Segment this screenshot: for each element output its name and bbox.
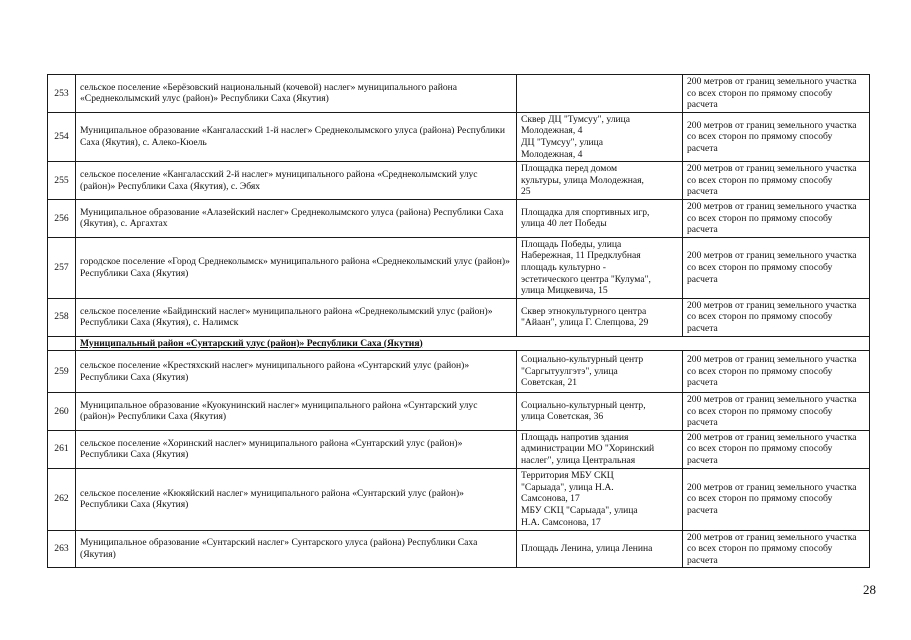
row-number: 255 xyxy=(48,162,76,200)
boundary-zone: 200 метров от границ земельного участка со всех сторон по прямому способу расчета xyxy=(683,162,870,200)
location-cell xyxy=(517,530,683,568)
location-line: 25 xyxy=(521,186,531,198)
settlement-name: сельское поселение «Кангаласский 2-й наслег» муниципального района «Среднеколымский улус (район)» Республики Саха (Якутия), с. Эбях xyxy=(76,162,517,200)
location-cell xyxy=(517,298,683,336)
section-title: Муниципальный район «Сунтарский улус (район)» Республики Саха (Якутия) xyxy=(76,336,870,351)
row-number: 253 xyxy=(48,75,76,113)
location-line: Площадь Победы, улица xyxy=(521,238,622,250)
location-line: Территория МБУ СКЦ xyxy=(521,470,614,482)
boundary-zone: 200 метров от границ земельного участка со всех сторон по прямому способу расчета xyxy=(683,75,870,113)
row-number: 258 xyxy=(48,298,76,336)
location-line: наслег", улица Центральная xyxy=(521,455,636,467)
location-cell xyxy=(517,468,683,530)
row-number: 261 xyxy=(48,430,76,468)
location-cell xyxy=(517,75,683,113)
location-cell xyxy=(517,237,683,298)
boundary-zone: 200 метров от границ земельного участка со всех сторон по прямому способу расчета xyxy=(683,430,870,468)
location-line: "Сарыада", улица Н.А. xyxy=(521,481,614,493)
location-line: площадь культурно - xyxy=(521,261,606,273)
location-line: МБУ СКЦ "Сарыада", улица xyxy=(521,504,638,516)
settlement-name: Муниципальное образование «Кангаласский 1-й наслег» Среднеколымского улуса (района) Республики Саха (Якутия), с. Алеко-Кюель xyxy=(76,112,517,161)
settlement-name: Муниципальное образование «Сунтарский наслег» Сунтарского улуса (района) Республики Саха (Якутия) xyxy=(76,530,517,568)
location-line: ДЦ "Тумсуу", улица xyxy=(521,136,604,148)
location-line: администрации МО "Хоринский xyxy=(521,443,655,455)
settlement-name: сельское поселение «Байдинский наслег» муниципального района «Среднеколымский улус (район)» Республики Саха (Якутия), с. Налимск xyxy=(76,298,517,336)
table-row xyxy=(48,162,870,200)
boundary-zone: 200 метров от границ земельного участка со всех сторон по прямому способу расчета xyxy=(683,199,870,237)
location-line: Площадка перед домом xyxy=(521,163,618,175)
boundary-zone: 200 метров от границ земельного участка со всех сторон по прямому способу расчета xyxy=(683,298,870,336)
settlement-name: сельское поселение «Кюкяйский наслег» муниципального района «Сунтарский улус (район)» Республики Саха (Якутия) xyxy=(76,468,517,530)
settlement-name: сельское поселение «Берёзовский национальный (кочевой) наслег» муниципального района «Среднеколымский улус (район)» Республики Саха (Якутия) xyxy=(76,75,517,113)
boundary-zone: 200 метров от границ земельного участка со всех сторон по прямому способу расчета xyxy=(683,351,870,393)
location-line: Сквер этнокультурного центра xyxy=(521,305,647,317)
row-number: 257 xyxy=(48,237,76,298)
table-row xyxy=(48,75,870,113)
boundary-zone: 200 метров от границ земельного участка со всех сторон по прямому способу расчета xyxy=(683,468,870,530)
table-body-top xyxy=(48,75,870,337)
location-line: Сквер ДЦ "Тумсуу", улица xyxy=(521,113,631,125)
section-header xyxy=(48,336,870,351)
location-line: Социально-культурный центр, xyxy=(521,399,646,411)
boundary-zone: 200 метров от границ земельного участка со всех сторон по прямому способу расчета xyxy=(683,393,870,431)
row-number: 263 xyxy=(48,530,76,568)
settlement-name: городское поселение «Город Среднеколымск» муниципального района «Среднеколымский улус (район)» Республики Саха (Якутия) xyxy=(76,237,517,298)
location-cell xyxy=(517,351,683,393)
location-cell xyxy=(517,162,683,200)
table-row xyxy=(48,351,870,393)
location-line: Социально-культурный центр xyxy=(521,354,644,366)
location-line: "Саргытуулгэтэ", улица xyxy=(521,365,618,377)
location-line: Набережная, 11 Предклубная xyxy=(521,250,641,262)
boundary-zone: 200 метров от границ земельного участка со всех сторон по прямому способу расчета xyxy=(683,237,870,298)
location-cell xyxy=(517,393,683,431)
page-number: 28 xyxy=(863,582,876,597)
location-cell xyxy=(517,112,683,161)
boundary-zone: 200 метров от границ земельного участка со всех сторон по прямому способу расчета xyxy=(683,112,870,161)
location-cell xyxy=(517,430,683,468)
table-row xyxy=(48,430,870,468)
table-row xyxy=(48,530,870,568)
settlement-name: Муниципальное образование «Куокунинский наслег» муниципального района «Сунтарский улус (район)» Республики Саха (Якутия) xyxy=(76,393,517,431)
table-row xyxy=(48,393,870,431)
location-line: "Айаан", улица Г. Слепцова, 29 xyxy=(521,317,649,329)
location-line: Самсонова, 17 xyxy=(521,493,580,505)
location-line: улица 40 лет Победы xyxy=(521,218,607,230)
section-number-cell xyxy=(48,336,76,351)
location-line: Площадь напротив здания xyxy=(521,431,629,443)
table-row xyxy=(48,112,870,161)
table-row xyxy=(48,237,870,298)
location-line: улица Мицкевича, 15 xyxy=(521,285,608,297)
boundary-zone: 200 метров от границ земельного участка со всех сторон по прямому способу расчета xyxy=(683,530,870,568)
row-number: 259 xyxy=(48,351,76,393)
row-number: 254 xyxy=(48,112,76,161)
location-line: Н.А. Самсонова, 17 xyxy=(521,516,601,528)
location-line: Советская, 21 xyxy=(521,377,578,389)
location-line: эстетического центра "Кулума", xyxy=(521,273,651,285)
table-body-bottom xyxy=(48,351,870,568)
location-line: улица Советская, 36 xyxy=(521,411,604,423)
location-line: Площадка для спортивных игр, xyxy=(521,206,650,218)
location-line: Молодежная, 4 xyxy=(521,148,583,160)
location-line: культуры, улица Молодежная, xyxy=(521,174,644,186)
settlement-name: Муниципальное образование «Алазейский наслег» Среднеколымского улуса (района) Республики Саха (Якутия), с. Аргахтах xyxy=(76,199,517,237)
settlement-name: сельское поселение «Хоринский наслег» муниципального района «Сунтарский улус (район)» Республики Саха (Якутия) xyxy=(76,430,517,468)
row-number: 262 xyxy=(48,468,76,530)
register-table xyxy=(47,74,870,568)
location-cell xyxy=(517,199,683,237)
table-row xyxy=(48,468,870,530)
location-line: Площадь Ленина, улица Ленина xyxy=(521,543,653,555)
settlement-name: сельское поселение «Крестяхский наслег» муниципального района «Сунтарский улус (район)» Республики Саха (Якутия) xyxy=(76,351,517,393)
table-row xyxy=(48,298,870,336)
location-line: Молодежная, 4 xyxy=(521,125,583,137)
row-number: 260 xyxy=(48,393,76,431)
table-row xyxy=(48,199,870,237)
row-number: 256 xyxy=(48,199,76,237)
